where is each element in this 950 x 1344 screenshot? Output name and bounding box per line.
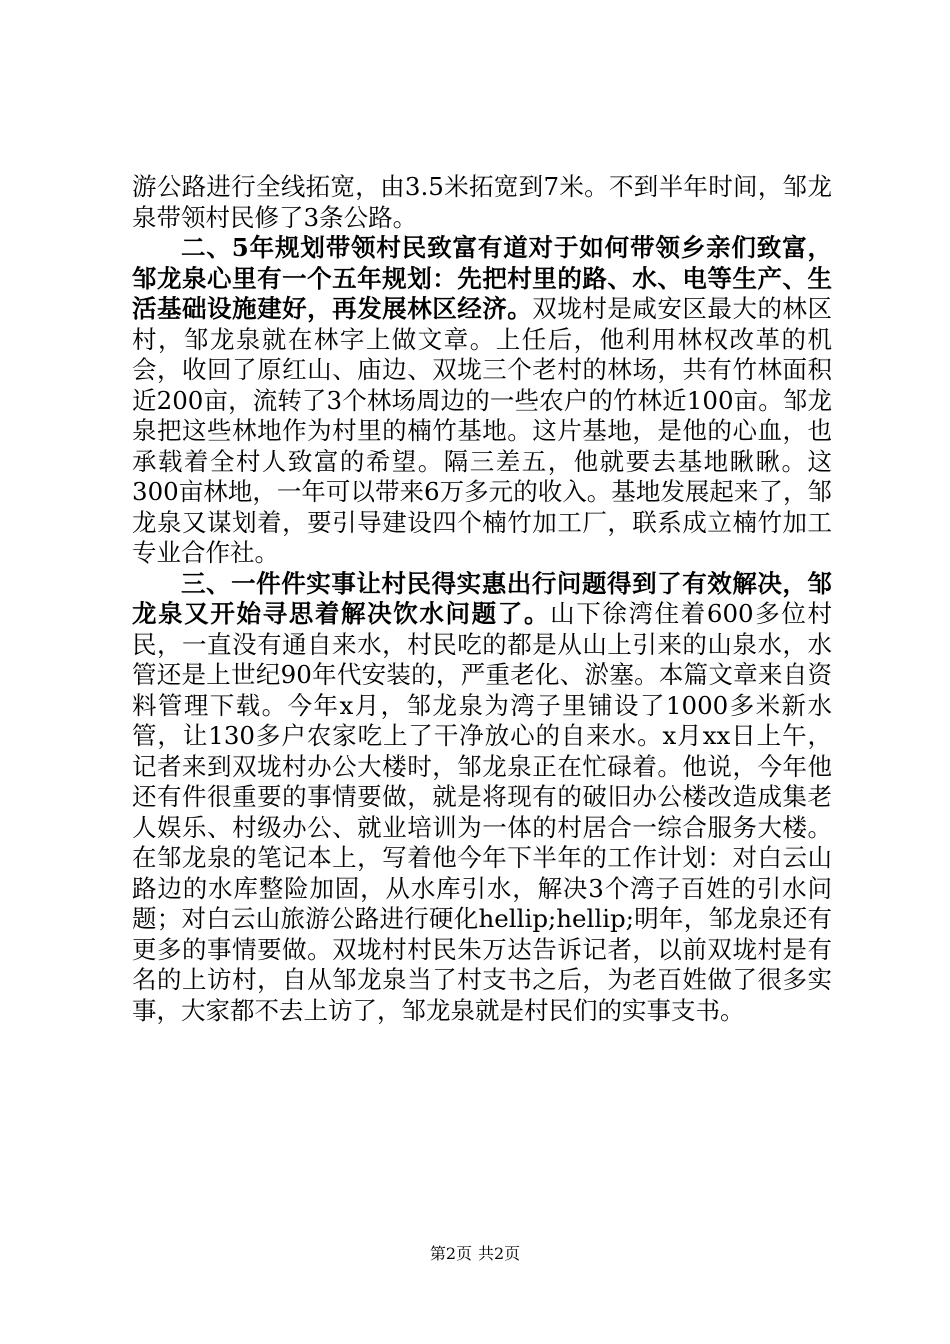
section-two-text: 双垅村是咸安区最大的林区村，邹龙泉就在林字上做文章。上任后，他利用林权改革的机会，收回了原红山、庙边、双垅三个老村的林场，共有竹林面积近200亩，流转了3个林场周边的一些农户的竹林近100亩。邹龙泉把这些林地作为村里的楠竹基地。这片基地，是他的心血，也承载着全村人致富的希望。隔三差五，他就要去基地瞅瞅。这300亩林地，一年可以带来6万多元的收入。基地发展起来了，邹龙泉又谋划着，要引导建设四个楠竹加工厂，联系成立楠竹加工专业合作社。 xyxy=(132,294,832,567)
paragraph-section-two xyxy=(132,233,832,569)
document-body xyxy=(132,172,832,1026)
paragraph-text: 游公路进行全线拓宽，由3.5米拓宽到7米。不到半年时间，邹龙泉带领村民修了3条公路。 xyxy=(132,172,832,232)
page-number-current: 第2页 xyxy=(429,1244,472,1263)
page-footer xyxy=(0,1244,950,1264)
paragraph-section-three xyxy=(132,569,832,1027)
paragraph-continuation xyxy=(132,172,832,233)
section-three-heading: 三、一件件实事让村民得实惠出行问题得到了有效解决，邹龙泉又开始寻思着解决饮水问题了。 xyxy=(132,568,832,628)
section-two-heading: 二、5年规划带领村民致富有道对于如何带领乡亲们致富，邹龙泉心里有一个五年规划：先把村里的路、水、电等生产、生活基础设施建好，再发展林区经济。 xyxy=(132,233,832,323)
page-number-total: 共2页 xyxy=(478,1244,521,1263)
section-three-text: 山下徐湾住着600多位村民，一直没有通自来水，村民吃的都是从山上引来的山泉水，水管还是上世纪90年代安装的，严重老化、淤塞。本篇文章来自资料管理下载。今年x月，邹龙泉为湾子里铺设了1000多米新水管，让130多户农家吃上了干净放心的自来水。x月xx日上午，记者来到双垅村办公大楼时，邹龙泉正在忙碌着。他说，今年他还有件很重要的事情要做，就是将现有的破旧办公楼改造成集老人娱乐、村级办公、就业培训为一体的村居合一综合服务大楼。在邹龙泉的笔记本上，写着他今年下半年的工作计划：对白云山路边的水库整险加固，从水库引水，解决3个湾子百姓的引水问题；对白云山旅游公路进行硬化hellip;hellip;明年，邹龙泉还有更多的事情要做。双垅村村民朱万达告诉记者，以前双垅村是有名的上访村，自从邹龙泉当了村支书之后，为老百姓做了很多实事，大家都不去上访了，邹龙泉就是村民们的实事支书。 xyxy=(132,599,833,1025)
